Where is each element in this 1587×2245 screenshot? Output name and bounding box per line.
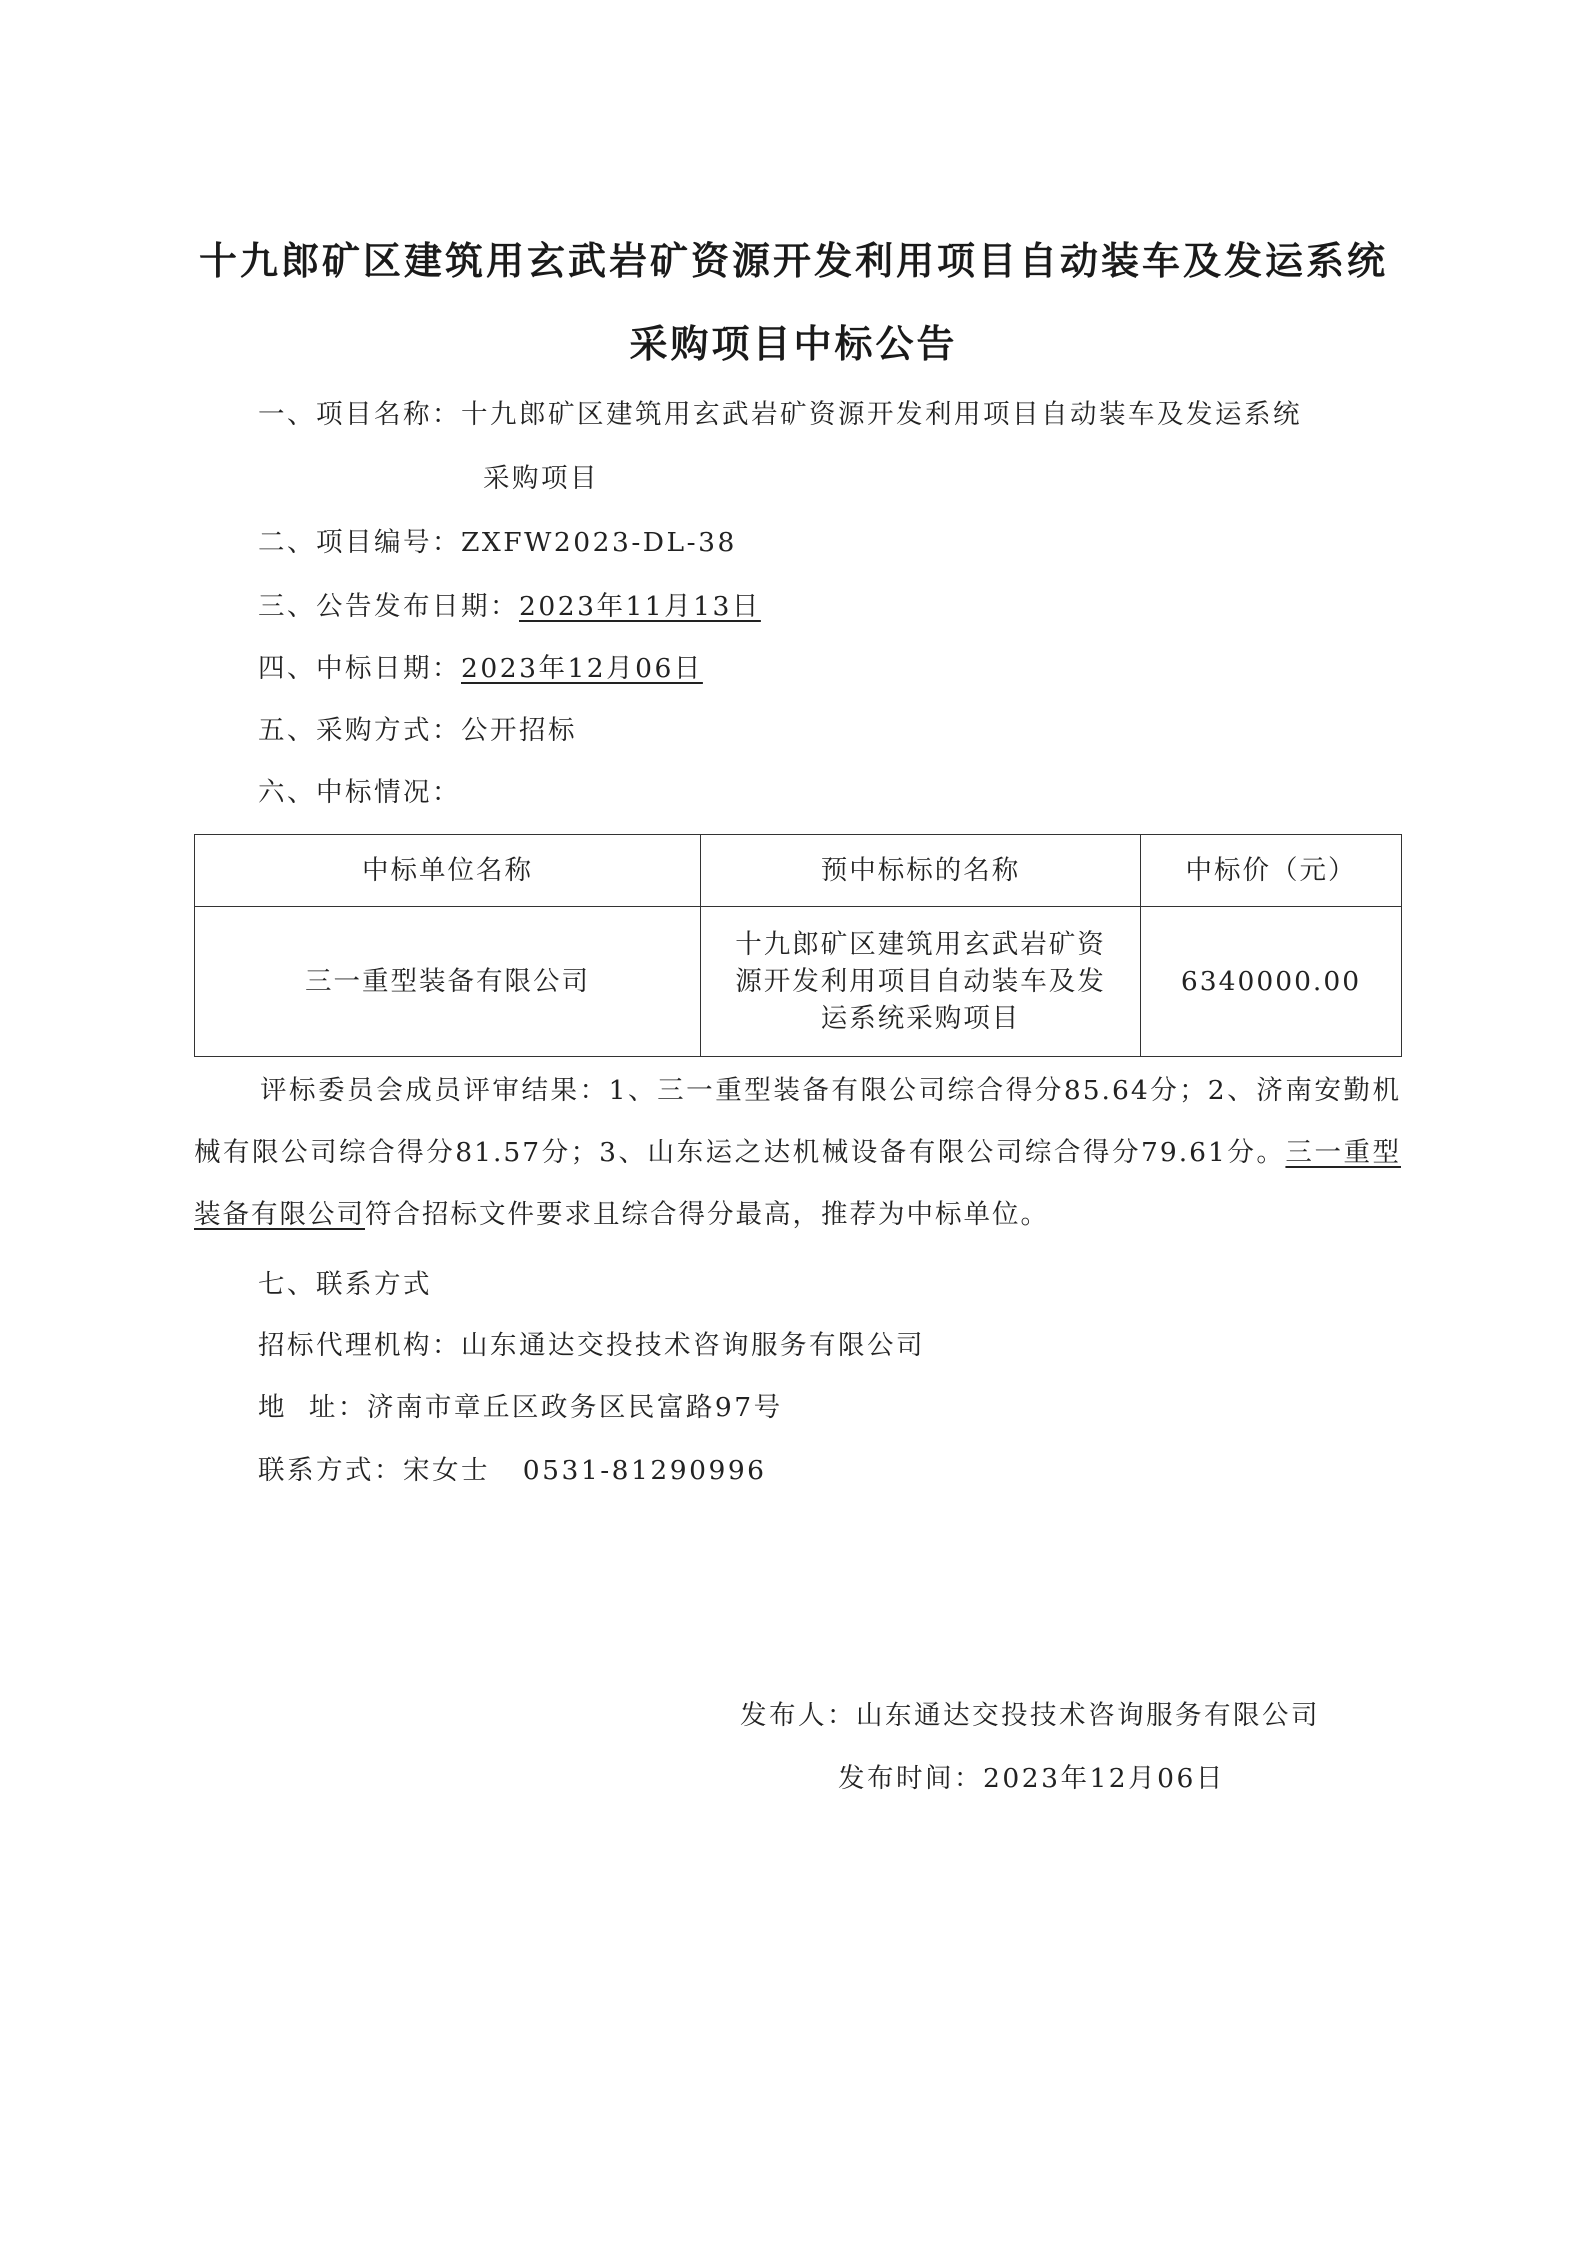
result-label: 六、中标情况： <box>258 777 461 808</box>
address-label: 地 址： <box>258 1392 367 1423</box>
award-date-value: 2023年12月06日 <box>461 653 703 684</box>
award-date-label: 四、中标日期： <box>258 653 461 684</box>
winner-name: 三一重型装备有限公司 <box>194 1137 1401 1230</box>
publish-time-value: 2023年12月06日 <box>983 1763 1225 1794</box>
project-name-value-cont: 采购项目 <box>483 463 599 494</box>
project-no-value: ZXFW2023-DL-38 <box>461 527 737 558</box>
project-name-label: 一、项目名称： <box>258 399 461 430</box>
contact-value: 宋女士 0531-81290996 <box>403 1455 767 1486</box>
evaluation-conclusion: 符合招标文件要求且综合得分最高，推荐为中标单位。 <box>365 1199 1049 1230</box>
evaluation-paragraph <box>194 1060 1401 1246</box>
table-header-cell: 预中标标的名称 <box>701 835 1141 907</box>
project-name-line <box>258 392 1302 431</box>
method-value: 公开招标 <box>461 715 577 746</box>
address-line <box>258 1385 783 1424</box>
project-no-line <box>258 520 737 559</box>
publish-time-label: 发布时间： <box>838 1763 983 1794</box>
page-subtitle: 采购项目中标公告 <box>629 322 958 366</box>
publish-date-label: 三、公告发布日期： <box>258 591 519 622</box>
publish-time-line <box>838 1756 1225 1795</box>
publisher-line <box>740 1693 1320 1732</box>
agency-value: 山东通达交投技术咨询服务有限公司 <box>461 1330 925 1361</box>
winner-name-cell: 三一重型装备有限公司 <box>195 907 701 1057</box>
contact-line <box>258 1448 767 1487</box>
address-value: 济南市章丘区政务区民富路97号 <box>366 1392 783 1423</box>
price-cell: 6340000.00 <box>1141 907 1402 1057</box>
contact-section-label: 七、联系方式 <box>258 1269 432 1300</box>
lot-name-cell: 十九郎矿区建筑用玄武岩矿资源开发利用项目自动装车及发运系统采购项目 <box>701 907 1141 1057</box>
publish-date-value: 2023年11月13日 <box>519 591 761 622</box>
method-label: 五、采购方式： <box>258 715 461 746</box>
project-name-value: 十九郎矿区建筑用玄武岩矿资源开发利用项目自动装车及发运系统 <box>461 399 1302 430</box>
table-header-cell: 中标价（元） <box>1141 835 1402 907</box>
page-title: 十九郎矿区建筑用玄武岩矿资源开发利用项目自动装车及发运系统 <box>198 239 1388 283</box>
publisher-label: 发布人： <box>740 1700 856 1731</box>
project-no-label: 二、项目编号： <box>258 527 461 558</box>
contact-label: 联系方式： <box>258 1455 403 1486</box>
award-table <box>194 834 1402 1057</box>
table-header-cell: 中标单位名称 <box>195 835 701 907</box>
evaluation-text: 评标委员会成员评审结果：1、三一重型装备有限公司综合得分85.64分；2、济南安勤机械有限公司综合得分81.57分；3、山东运之达机械设备有限公司综合得分79.61分。 <box>194 1075 1401 1168</box>
method-line <box>258 708 577 747</box>
table-header-row <box>195 835 1402 907</box>
table-row <box>195 907 1402 1057</box>
publisher-value: 山东通达交投技术咨询服务有限公司 <box>856 1700 1320 1731</box>
award-date-line <box>258 646 703 685</box>
agency-line <box>258 1323 925 1362</box>
publish-date-line <box>258 584 761 623</box>
agency-label: 招标代理机构： <box>258 1330 461 1361</box>
